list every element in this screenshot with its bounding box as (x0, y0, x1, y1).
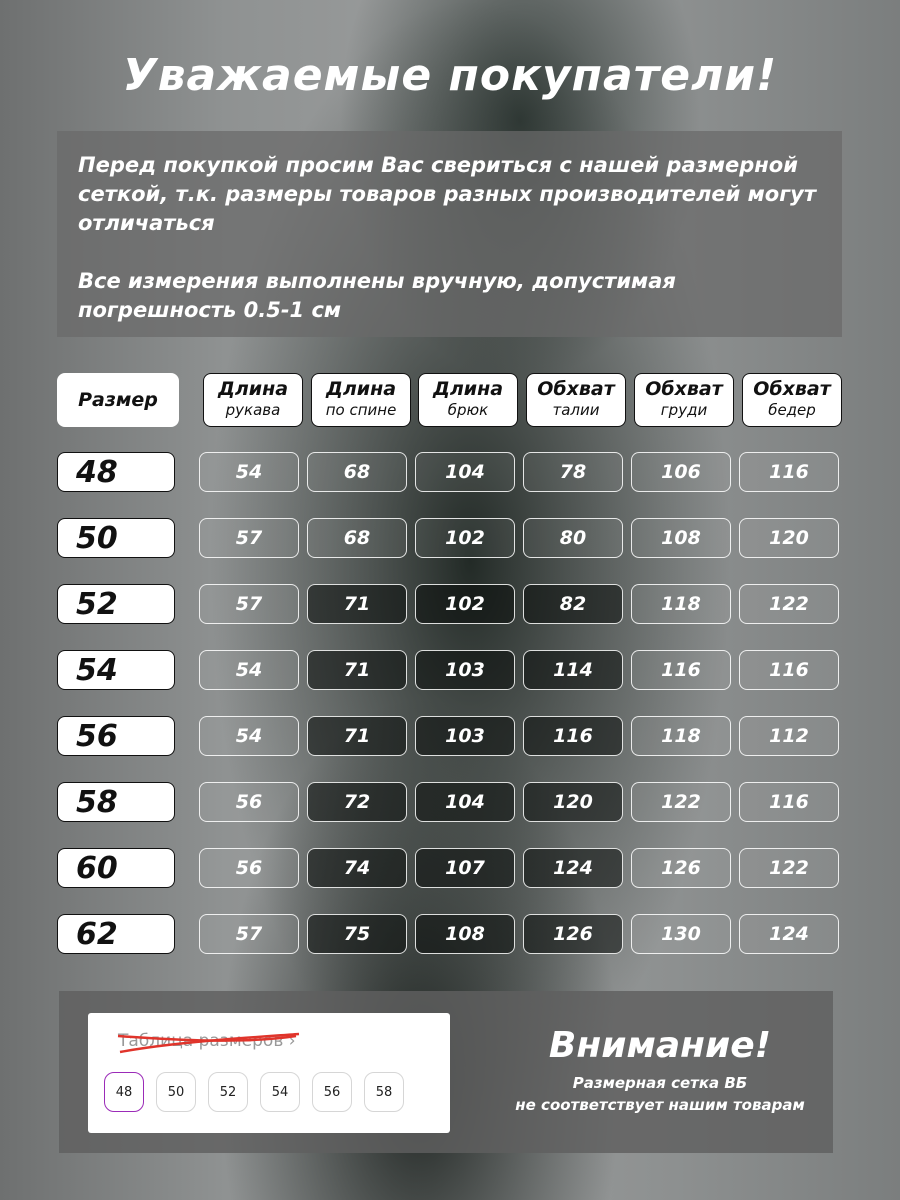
column-header-waist-girth (526, 373, 626, 427)
value-cell-waist-girth: 126 (523, 914, 623, 954)
value-cell-sleeve-length: 57 (199, 914, 299, 954)
value-cell-back-length: 72 (307, 782, 407, 822)
value-cell-back-length: 75 (307, 914, 407, 954)
wb-size-chip-50: 50 (156, 1072, 196, 1112)
value-cell-sleeve-length: 54 (199, 716, 299, 756)
value-cell-trousers-length: 108 (415, 914, 515, 954)
value-cell-chest-girth: 130 (631, 914, 731, 954)
page-title: Уважаемые покупатели! (122, 50, 778, 101)
column-header-line2: бедер (768, 401, 816, 419)
column-header-line2: рукава (225, 401, 281, 419)
column-header-line1: Длина (432, 378, 504, 400)
size-cell-60: 60 (57, 848, 175, 888)
strike-through-mark (114, 1030, 309, 1058)
column-header-line2: талии (552, 401, 600, 419)
value-cell-chest-girth: 122 (631, 782, 731, 822)
column-header-sleeve-length (203, 373, 303, 427)
value-cell-hip-girth: 124 (739, 914, 839, 954)
size-cell-56: 56 (57, 716, 175, 756)
value-cell-sleeve-length: 57 (199, 518, 299, 558)
value-cell-back-length: 74 (307, 848, 407, 888)
value-cell-back-length: 68 (307, 518, 407, 558)
wb-size-chip-48: 48 (104, 1072, 144, 1112)
size-cell-58: 58 (57, 782, 175, 822)
value-cell-back-length: 68 (307, 452, 407, 492)
value-cell-sleeve-length: 57 (199, 584, 299, 624)
value-cell-trousers-length: 102 (415, 584, 515, 624)
value-cell-waist-girth: 116 (523, 716, 623, 756)
attention-line-1: Размерная сетка ВБ (572, 1074, 748, 1092)
column-header-line2: по спине (325, 401, 397, 419)
value-cell-chest-girth: 116 (631, 650, 731, 690)
notice-paragraph-2: Все измерения выполнены вручную, допустимая погрешность 0.5-1 см (78, 269, 676, 322)
notice-box (57, 131, 842, 337)
column-header-line1: Длина (217, 378, 289, 400)
value-cell-chest-girth: 126 (631, 848, 731, 888)
value-cell-waist-girth: 82 (523, 584, 623, 624)
column-header-chest-girth (634, 373, 734, 427)
value-cell-waist-girth: 120 (523, 782, 623, 822)
value-cell-hip-girth: 116 (739, 650, 839, 690)
size-cell-48: 48 (57, 452, 175, 492)
value-cell-back-length: 71 (307, 716, 407, 756)
value-cell-sleeve-length: 54 (199, 650, 299, 690)
value-cell-hip-girth: 120 (739, 518, 839, 558)
value-cell-back-length: 71 (307, 650, 407, 690)
size-cell-62: 62 (57, 914, 175, 954)
value-cell-hip-girth: 116 (739, 452, 839, 492)
column-header-line1: Длина (325, 378, 397, 400)
value-cell-trousers-length: 104 (415, 782, 515, 822)
wb-size-chip-56: 56 (312, 1072, 352, 1112)
chevron-right-icon: › (288, 1031, 296, 1051)
column-header-hip-girth (742, 373, 842, 427)
value-cell-chest-girth: 118 (631, 716, 731, 756)
value-cell-hip-girth: 122 (739, 584, 839, 624)
column-header-line1: Обхват (537, 378, 615, 400)
value-cell-chest-girth: 118 (631, 584, 731, 624)
column-header-back-length (311, 373, 411, 427)
value-cell-trousers-length: 102 (415, 518, 515, 558)
size-column-header: Размер (57, 373, 179, 427)
wb-size-chip-54: 54 (260, 1072, 300, 1112)
value-cell-sleeve-length: 56 (199, 782, 299, 822)
column-header-line1: Обхват (753, 378, 831, 400)
value-cell-sleeve-length: 54 (199, 452, 299, 492)
value-cell-hip-girth: 112 (739, 716, 839, 756)
value-cell-trousers-length: 103 (415, 716, 515, 756)
value-cell-waist-girth: 124 (523, 848, 623, 888)
value-cell-sleeve-length: 56 (199, 848, 299, 888)
size-cell-52: 52 (57, 584, 175, 624)
wb-title-text: Таблица размеров (118, 1031, 284, 1051)
value-cell-trousers-length: 107 (415, 848, 515, 888)
value-cell-waist-girth: 80 (523, 518, 623, 558)
attention-block (510, 1024, 810, 1116)
value-cell-waist-girth: 78 (523, 452, 623, 492)
value-cell-trousers-length: 103 (415, 650, 515, 690)
column-header-line1: Обхват (645, 378, 723, 400)
notice-paragraph-1: Перед покупкой просим Вас свериться с нашей размерной сеткой, т.к. размеры товаров разных производителей могут отличаться (78, 153, 817, 235)
attention-line-2: не соответствует нашим товарам (515, 1096, 805, 1114)
value-cell-chest-girth: 108 (631, 518, 731, 558)
size-cell-54: 54 (57, 650, 175, 690)
column-header-line2: груди (660, 401, 708, 419)
size-cell-50: 50 (57, 518, 175, 558)
value-cell-hip-girth: 116 (739, 782, 839, 822)
value-cell-hip-girth: 122 (739, 848, 839, 888)
value-cell-chest-girth: 106 (631, 452, 731, 492)
wb-size-chip-52: 52 (208, 1072, 248, 1112)
column-header-line2: брюк (447, 401, 489, 419)
value-cell-trousers-length: 104 (415, 452, 515, 492)
column-header-trousers-length (418, 373, 518, 427)
value-cell-back-length: 71 (307, 584, 407, 624)
wb-size-chip-58: 58 (364, 1072, 404, 1112)
value-cell-waist-girth: 114 (523, 650, 623, 690)
attention-heading: Внимание! (548, 1025, 772, 1066)
